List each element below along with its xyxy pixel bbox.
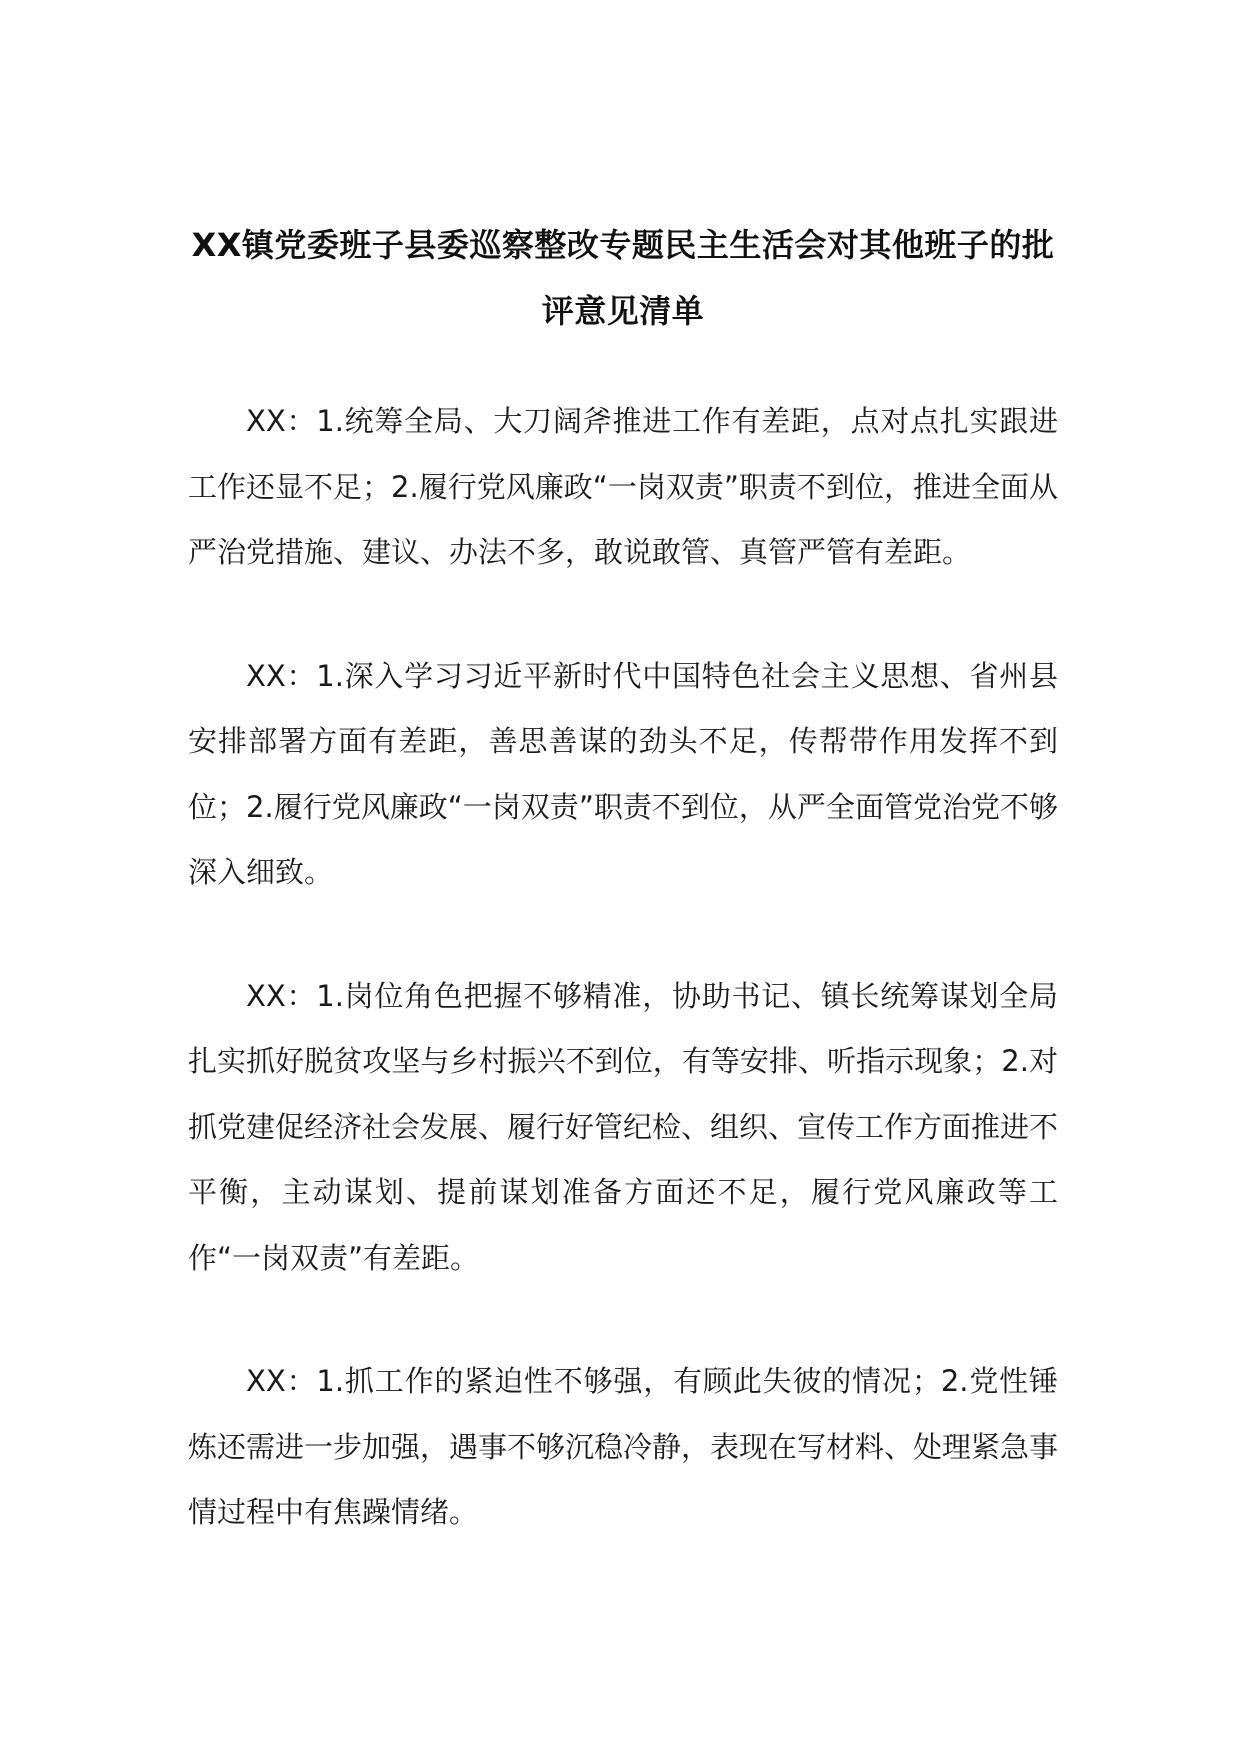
criticism-paragraph-2: XX：1.深入学习习近平新时代中国特色社会主义思想、省州县安排部署方面有差距，善思善谋的劲头不足，传帮带作用发挥不到位；2.履行党风廉政“一岗双责”职责不到位，从严全面管党治党不够深入细致。	[188, 658, 1058, 889]
criticism-paragraph-1: XX：1.统筹全局、大刀阔斧推进工作有差距，点对点扎实跟进工作还显不足；2.履行党风廉政“一岗双责”职责不到位，推进全面从严治党措施、建议、办法不多，敢说敢管、真管严管有差距。	[188, 404, 1058, 569]
document-title: XX镇党委班子县委巡察整改专题民主生活会对其他班子的批评意见清单	[191, 226, 1055, 330]
document-body	[188, 389, 1058, 1604]
criticism-paragraph-3: XX：1.岗位角色把握不够精准，协助书记、镇长统筹谋划全局扎实抓好脱贫攻坚与乡村振兴不到位，有等安排、听指示现象；2.对抓党建促经济社会发展、履行好管纪检、组织、宣传工作方面推进不平衡，主动谋划、提前谋划准备方面还不足，履行党风廉政等工作“一岗双责”有差距。	[188, 978, 1059, 1275]
criticism-paragraph-4: XX：1.抓工作的紧迫性不够强，有顾此失彼的情况；2.党性锤炼还需进一步加强，遇事不够沉稳冷静，表现在写材料、处理紧急事情过程中有焦躁情绪。	[188, 1364, 1059, 1529]
